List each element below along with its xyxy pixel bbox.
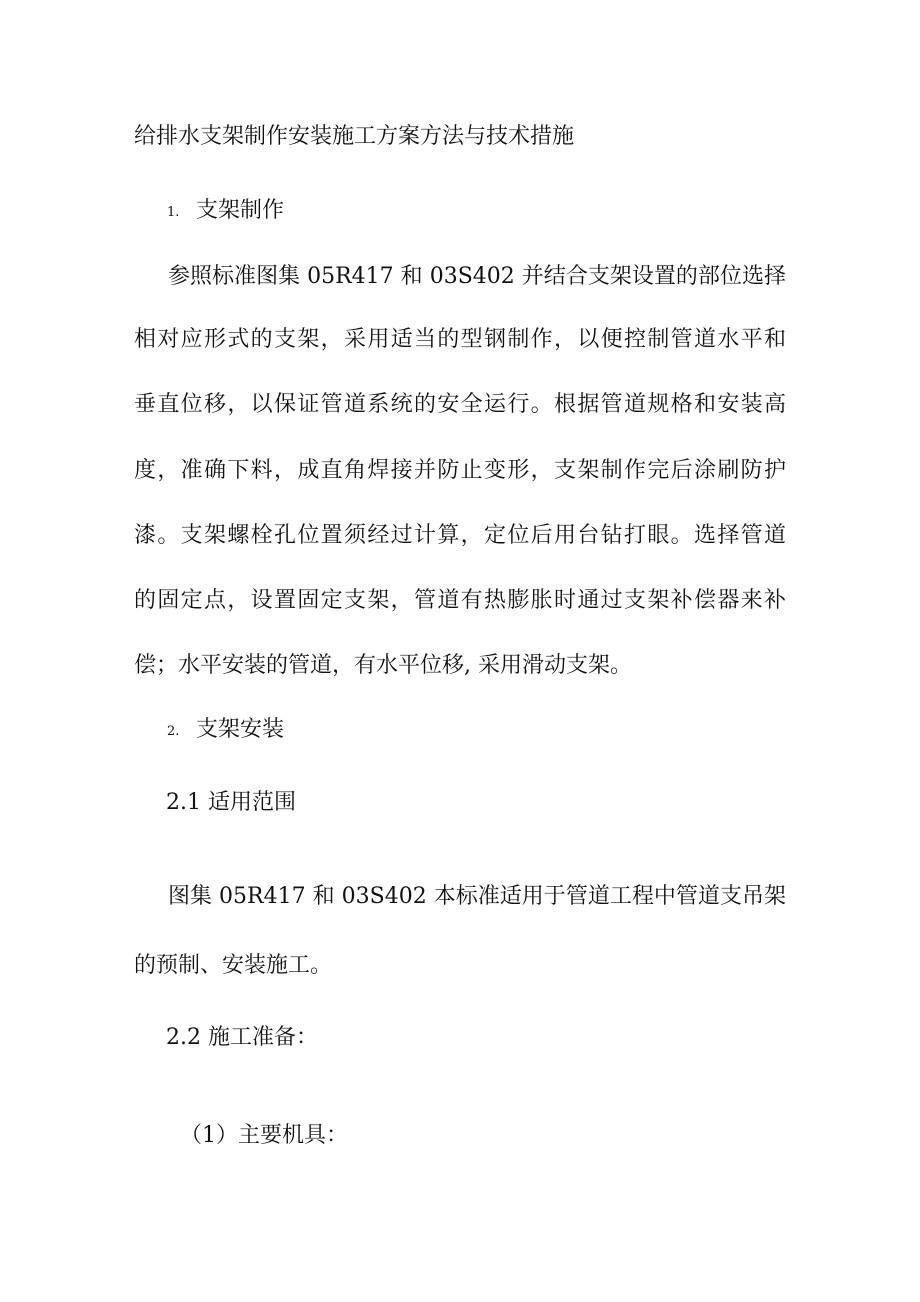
paragraph-line: 图集 05R417 和 03S402 本标准适用于管道工程中管道支吊架 (168, 884, 786, 909)
document-title: 给排水支架制作安装施工方案方法与技术措施 (134, 124, 575, 149)
list-item-1: （1）主要机具： (180, 1123, 348, 1148)
paragraph-line: 度，准确下料，成直角焊接并防止变形，支架制作完后涂刷防护 (134, 458, 786, 483)
paragraph-line: 垂直位移，以保证管道系统的安全运行。根据管道规格和安装高 (134, 392, 786, 417)
section-1-number: 1. (167, 205, 180, 220)
section-1-heading: 支架制作 (196, 198, 285, 223)
paragraph-line: 的预制、安装施工。 (134, 953, 333, 978)
paragraph-line: 偿；水平安装的管道，有水平位移, 采用滑动支架。 (134, 653, 632, 678)
paragraph-line: 的固定点，设置固定支架，管道有热膨胀时通过支架补偿器来补 (134, 588, 786, 613)
paragraph-line: 参照标准图集 05R417 和 03S402 并结合支架设置的部位选择 (168, 264, 786, 289)
subsection-2-2-heading: 2.2 施工准备： (166, 1025, 318, 1050)
subsection-2-1-heading: 2.1 适用范围 (166, 790, 296, 815)
paragraph-line: 漆。支架螺栓孔位置须经过计算，定位后用台钻打眼。选择管道 (134, 523, 786, 548)
section-2-heading: 支架安装 (196, 717, 285, 742)
paragraph-line: 相对应形式的支架，采用适当的型钢制作，以便控制管道水平和 (134, 327, 786, 352)
section-2-number: 2. (167, 724, 180, 739)
